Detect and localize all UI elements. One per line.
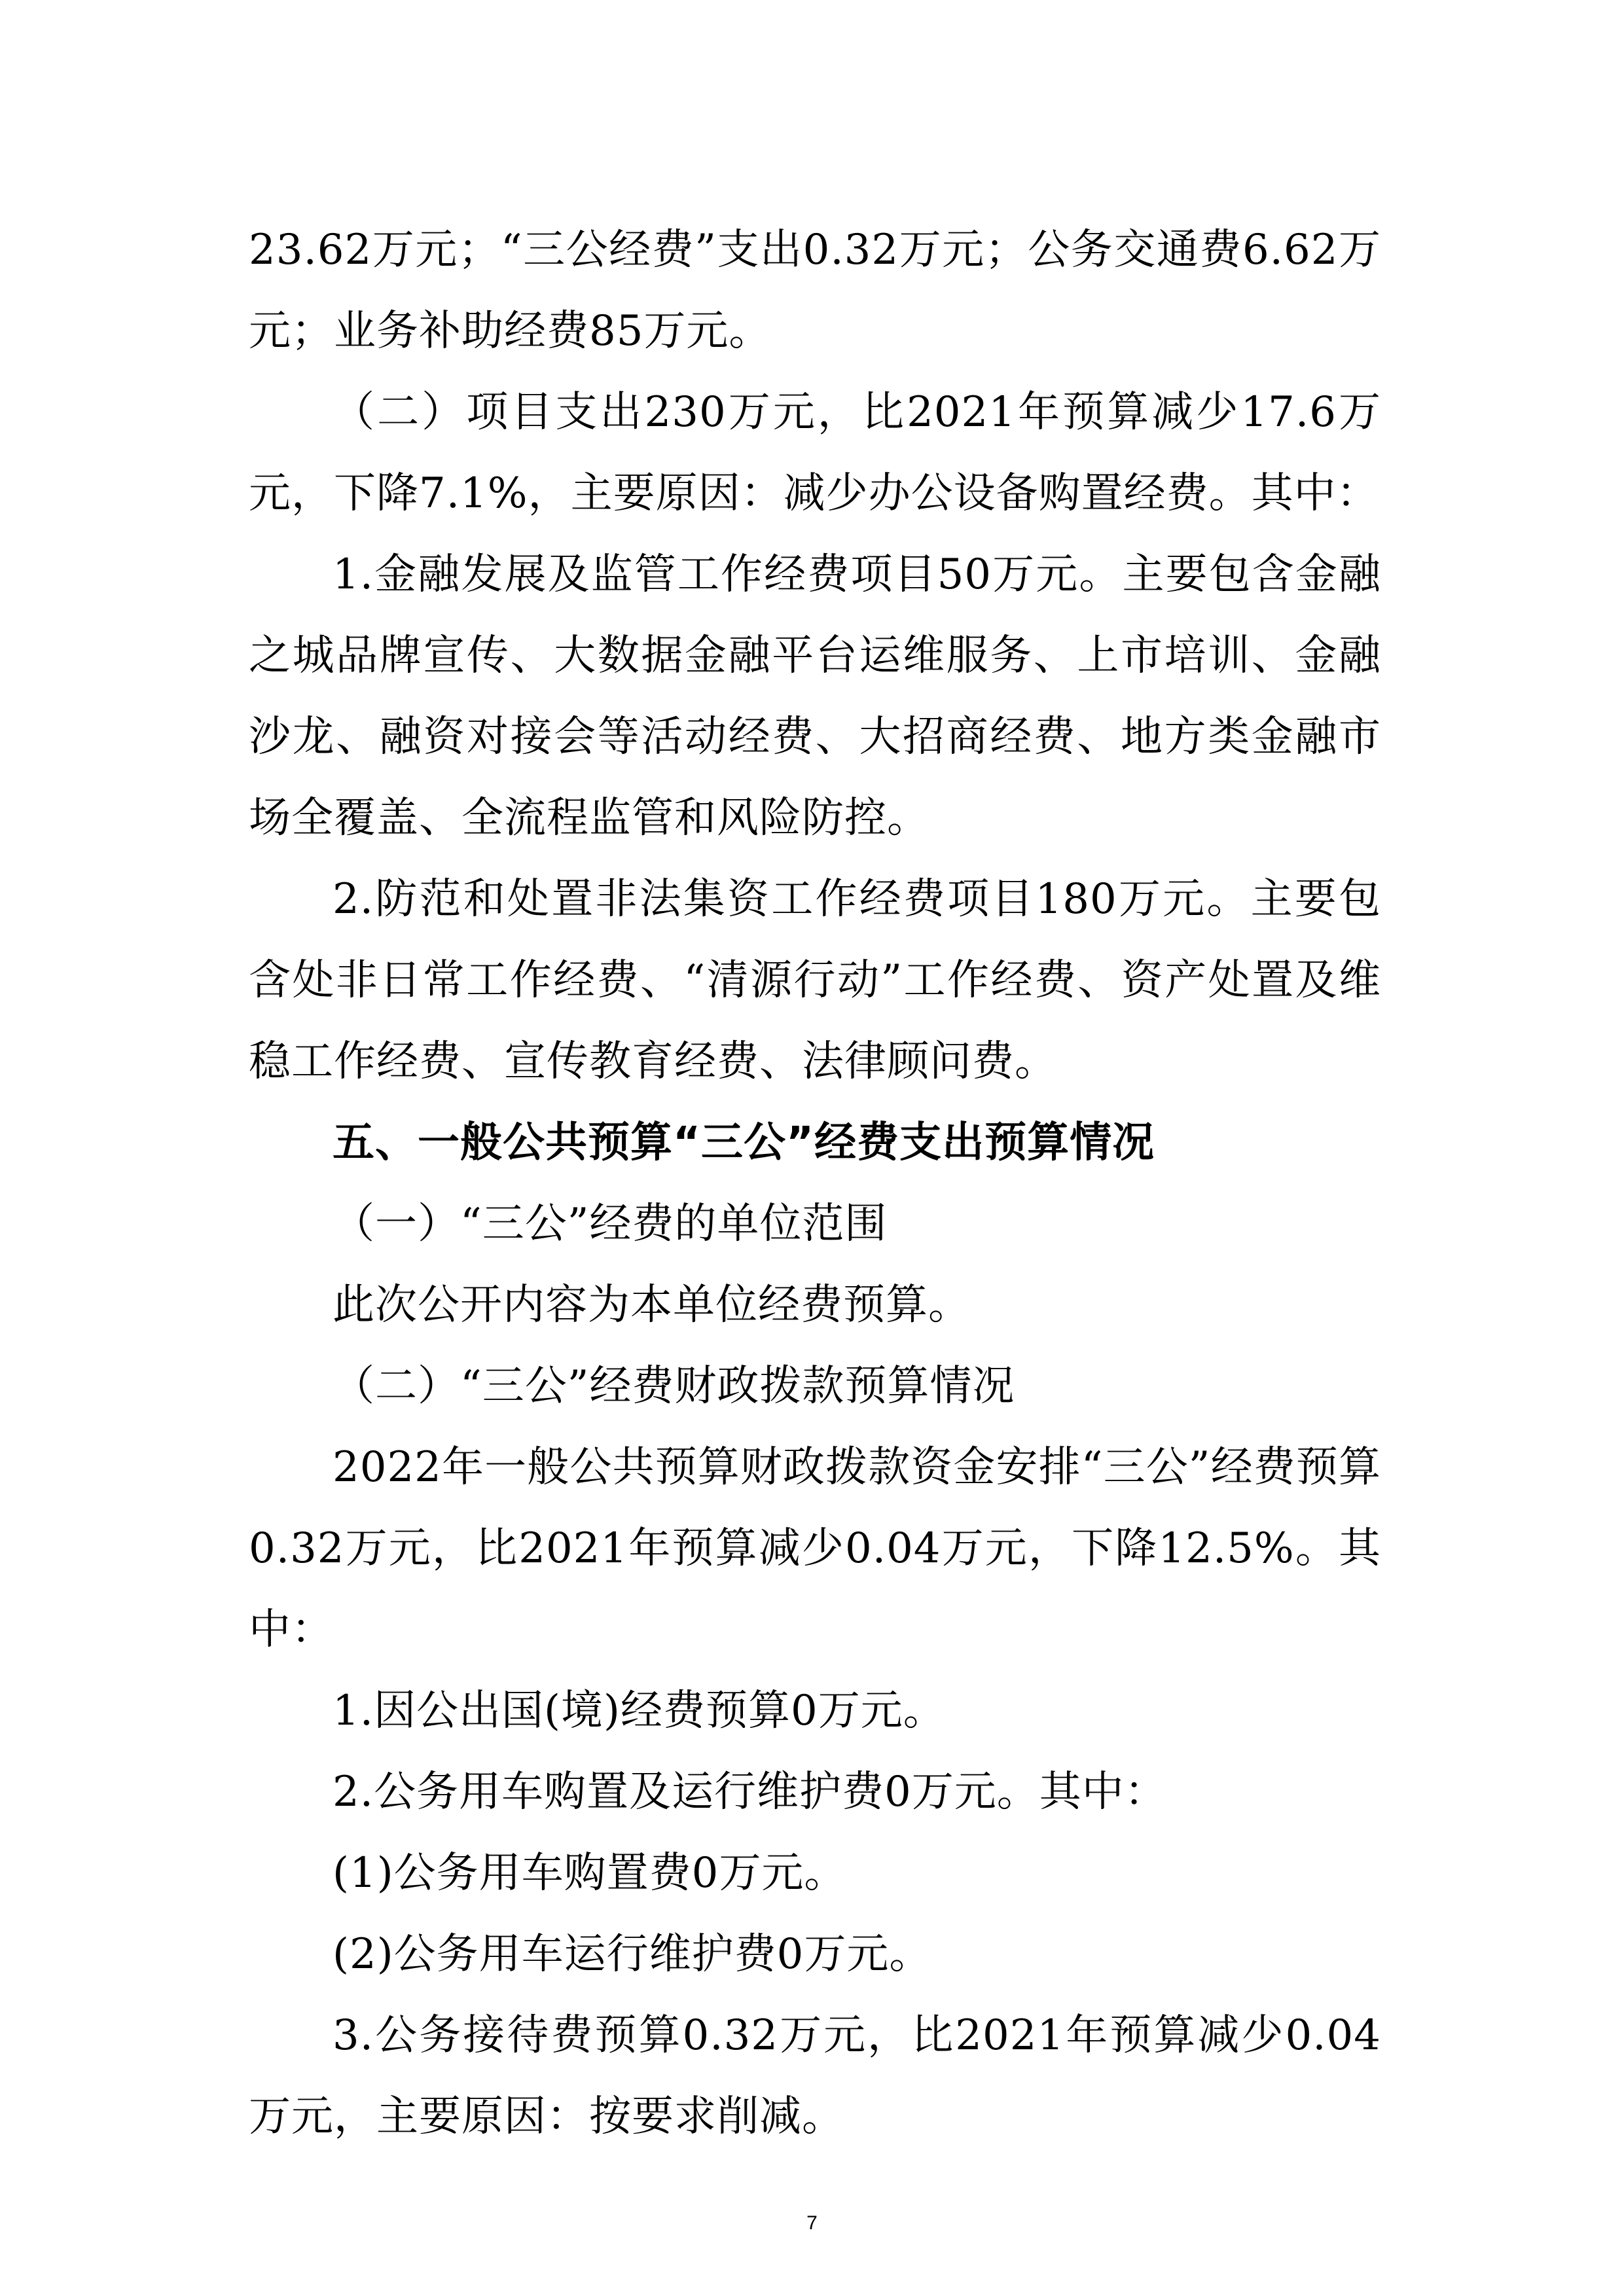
subheading-scope: （一）“三公”经费的单位范围 [333,1200,888,1248]
list-item-vehicle: 2.公务用车购置及运行维护费0万元。其中： [333,1768,1167,1816]
list-item-overseas: 1.因公出国(境)经费预算0万元。 [333,1687,946,1735]
paragraph-project-expenditure: （二）项目支出230万元，比2021年预算减少17.6万元，下降7.1%，主要原因：减少办公设备购置经费。其中： [249,388,1381,518]
page-number: 7 [806,2212,818,2234]
paragraph-finance-supervision: 1.金融发展及监管工作经费项目50万元。主要包含金融之城品牌宣传、大数据金融平台运维服务、上市培训、金融沙龙、融资对接会等活动经费、大招商经费、地方类金融市场全覆盖、全流程监管和风险防控。 [249,550,1381,842]
document-body [249,209,1381,2157]
paragraph-illegal-fundraising: 2.防范和处置非法集资工作经费项目180万元。主要包含处非日常工作经费、“清源行动”工作经费、资产处置及维稳工作经费、宣传教育经费、法律顾问费。 [249,875,1381,1086]
paragraph-budget-summary: 2022年一般公共预算财政拨款资金安排“三公”经费预算0.32万元，比2021年预算减少0.04万元，下降12.5%。其中： [249,1443,1381,1654]
list-item-reception: 3.公务接待费预算0.32万元，比2021年预算减少0.04万元，主要原因：按要求削减。 [249,2011,1381,2141]
list-item-vehicle-maintenance: (2)公务用车运行维护费0万元。 [333,1930,932,1979]
list-item-vehicle-purchase: (1)公务用车购置费0万元。 [333,1849,847,1897]
section-heading: 五、一般公共预算“三公”经费支出预算情况 [333,1119,1155,1167]
paragraph-scope: 此次公开内容为本单位经费预算。 [333,1281,971,1329]
subheading-budget: （二）“三公”经费财政拨款预算情况 [333,1362,1015,1410]
paragraph-continuation: 23.62万元；“三公经费”支出0.32万元；公务交通费6.62万元；业务补助经费85万元。 [249,226,1381,355]
